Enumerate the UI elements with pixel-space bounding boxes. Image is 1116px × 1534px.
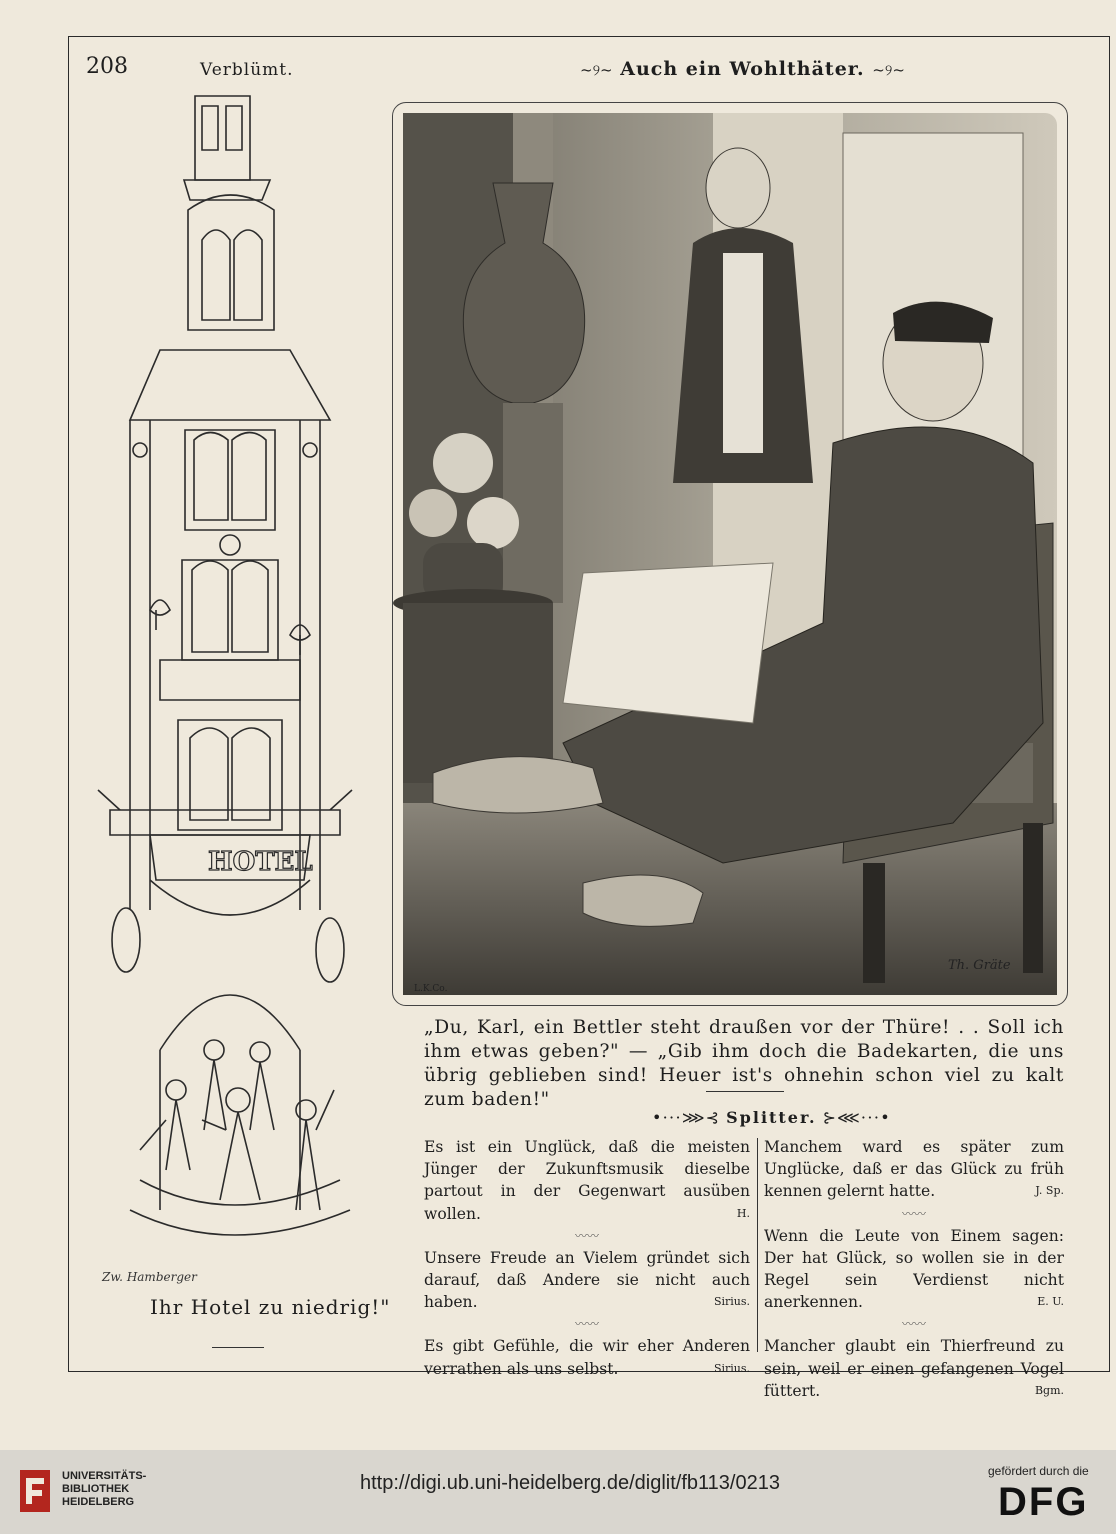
page-number: 208: [86, 54, 128, 79]
aphorism: [424, 1335, 750, 1379]
aphorism-text: Mancher glaubt ein Thierfreund zu sein, weil er einen gefangenen Vogel füttert.: [764, 1337, 1064, 1400]
aphorism: [764, 1225, 1064, 1314]
aphorism-author: J. Sp.: [1035, 1184, 1064, 1198]
hotel-sign: HOTEL: [208, 847, 313, 877]
aphorism: [764, 1335, 1064, 1402]
main-illustration: [392, 102, 1068, 1006]
swirl-divider: 〰〰: [574, 1317, 599, 1332]
left-section-title: Verblümt.: [200, 60, 294, 80]
picture-signature: Th. Gräte: [948, 958, 1011, 973]
funded-by-text: gefördert durch die: [988, 1464, 1089, 1478]
aphorism-text: Es gibt Gefühle, die wir eher Anderen verrathen als uns selbst.: [424, 1337, 750, 1378]
swirl-divider: 〰〰: [901, 1317, 926, 1332]
splitter-deco-left: •⋅⋅⋅⋙⊰: [652, 1108, 721, 1127]
source-url[interactable]: http://digi.ub.uni-heidelberg.de/diglit/fb113/0213: [360, 1472, 780, 1494]
aphorism-text: Manchem ward es später zum Unglücke, daß er das Glück zu früh kennen gelernt hatte.: [764, 1138, 1064, 1201]
aphorism: [424, 1136, 750, 1225]
aphorism: [424, 1247, 750, 1314]
university-name: [62, 1470, 146, 1509]
aphorism-text: Wenn die Leute von Einem sagen: Der hat Glück, so wollen sie in der Regel sein Verdienst nicht anerkennen.: [764, 1226, 1064, 1312]
aphorism-author: H.: [736, 1206, 750, 1220]
aphorism-text: Es ist ein Unglück, daß die meisten Jünger der Zukunftsmusik dieselbe partout in der Gegenwart ausüben wollen.: [424, 1138, 750, 1223]
right-section-title: [580, 58, 905, 80]
splitter-deco-right: ⊱⋘⋅⋅⋅•: [822, 1108, 891, 1127]
aphorism: [764, 1136, 1064, 1203]
dfg-logo: DFG: [998, 1480, 1089, 1524]
picture-credit: L.K.Co.: [414, 984, 448, 994]
library-line-2: BIBLIOTHEK: [62, 1483, 130, 1495]
university-logo-icon: [18, 1468, 52, 1514]
library-line-1: UNIVERSITÄTS-: [62, 1470, 147, 1482]
swirl-divider: 〰〰: [901, 1206, 926, 1221]
library-line-3: HEIDELBERG: [62, 1496, 135, 1508]
section-rule: [706, 1091, 784, 1092]
hotel-caption: Ihr Hotel zu niedrig!": [150, 1295, 391, 1319]
splitter-heading: [652, 1108, 891, 1127]
left-illustration-signature: Zw. Hamberger: [102, 1270, 197, 1284]
aphorism-text: Unsere Freude an Vielem gründet sich darauf, daß Andere sie nicht auch haben.: [424, 1248, 750, 1312]
splitter-left-column: [424, 1136, 750, 1380]
main-caption: „Du, Karl, ein Bettler steht draußen vor der Thüre! . . Soll ich ihm etwas geben?" — „Gib ihm doch die Badekarten, die uns übrig geblieben sind! Heuer ist's ohnehin schon viel zu kalt zum baden!": [424, 1017, 1064, 1110]
title-ornament-right: ~୨~: [872, 61, 905, 79]
splitter-right-column: [764, 1136, 1064, 1402]
column-divider: [757, 1138, 758, 1352]
hotel-illustration: [90, 90, 360, 1290]
aphorism-author: E. U.: [1037, 1295, 1064, 1309]
aphorism-author: Sirius.: [713, 1295, 750, 1309]
splitter-title: Splitter.: [726, 1108, 817, 1127]
aphorism-author: Bgm.: [1034, 1383, 1064, 1397]
title-ornament-left: ~୨~: [580, 61, 613, 79]
aphorism-author: Sirius.: [713, 1361, 750, 1375]
caption-rule: [212, 1347, 264, 1348]
right-title-text: Auch ein Wohlthäter.: [620, 58, 865, 80]
swirl-divider: 〰〰: [574, 1228, 599, 1243]
